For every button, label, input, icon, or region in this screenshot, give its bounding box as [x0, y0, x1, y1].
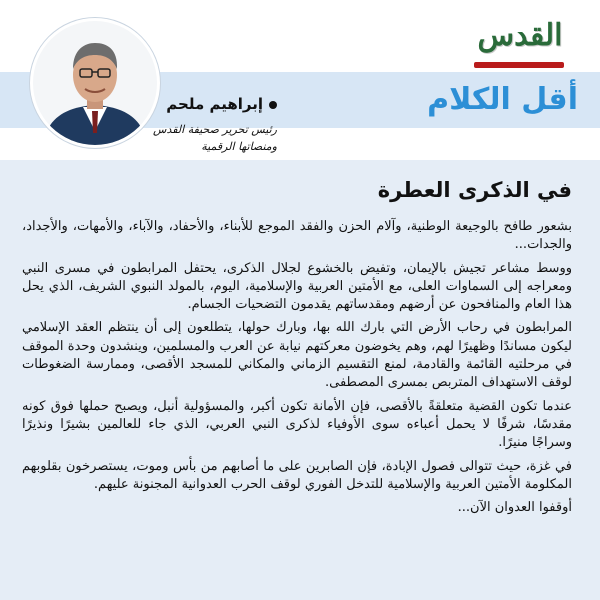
author-role-line2: ومنصاتها الرقمية — [201, 140, 277, 153]
author-name — [166, 94, 277, 114]
bullet-icon — [269, 101, 277, 109]
author-role-line1: رئيس تحرير صحيفة القدس — [153, 123, 277, 136]
article-title: في الذكرى العطرة — [377, 178, 572, 202]
paragraph-2: ووسط مشاعر تجيش بالإيمان، وتفيض بالخشوع لجلال الذكرى، يحتفل المرابطون في مسرى النبي ومعراجه إلى السماوات العلى، مع الأمتين العربية والإسلامية، اليوم، بالمولد النبوي الشريف، الذي يحل هذا العام والمنافحون عن أرضهم ومقدساتهم يقدمون التضحيات الجسام. — [22, 260, 572, 313]
article-body — [22, 218, 572, 522]
paragraph-3: المرابطون في رحاب الأرض التي بارك الله بها، وبارك حولها، يتطلعون إلى أن ينتظم العقد الإسلامي ليكون مساندًا وظهيرًا لهم، وهم يخوضون معركتهم نيابة عن العرب والمسلمين، وينشدون وحدة الموقف في مرحلتيه القائمة والقادمة، لمنع التقسيم الزماني والمكاني للمسجد الأقصى، وممارسة الضغوطات لوقف الاستهداف المتربص بمسرى المصطفى. — [22, 320, 572, 391]
paragraph-1: بشعور طافح بالوجيعة الوطنية، وآلام الحزن والفقد الموجع للأبناء، والأحفاد، والآباء، والأمهات، والأجداد، والجدات... — [22, 219, 572, 253]
paragraph-4: عندما تكون القضية متعلقةً بالأقصى، فإن الأمانة تكون أكبر، والمسؤولية أنبل، ويصبح حملها فوق كونه مقدسًا، شرفًا لا يحمل أعباءه سوى الأوفياء لذكرى النبي العربي، الذي جاء للعالمين بشيرًا ونذيرًا وسراجًا منيرًا. — [22, 398, 572, 451]
header — [0, 0, 600, 160]
column-title: أقل الكلام — [427, 82, 578, 117]
logo-underline — [474, 62, 564, 68]
paragraph-6: أوقفوا العدوان الآن... — [457, 500, 572, 516]
author-role — [127, 121, 277, 155]
paragraph-5: في غزة، حيث تتوالى فصول الإبادة، فإن الصابرين على ما أصابهم من بأس وموت، يستصرخون بقلوبهم المكلومة الأمتين العربية والإسلامية للتدخل الفوري لوقف الحرب العدوانية المجنونة عليهم. — [22, 458, 572, 492]
newspaper-logo — [460, 18, 580, 62]
author-name-text: إبراهيم ملحم — [166, 95, 263, 113]
logo-text: القدس — [477, 18, 563, 53]
